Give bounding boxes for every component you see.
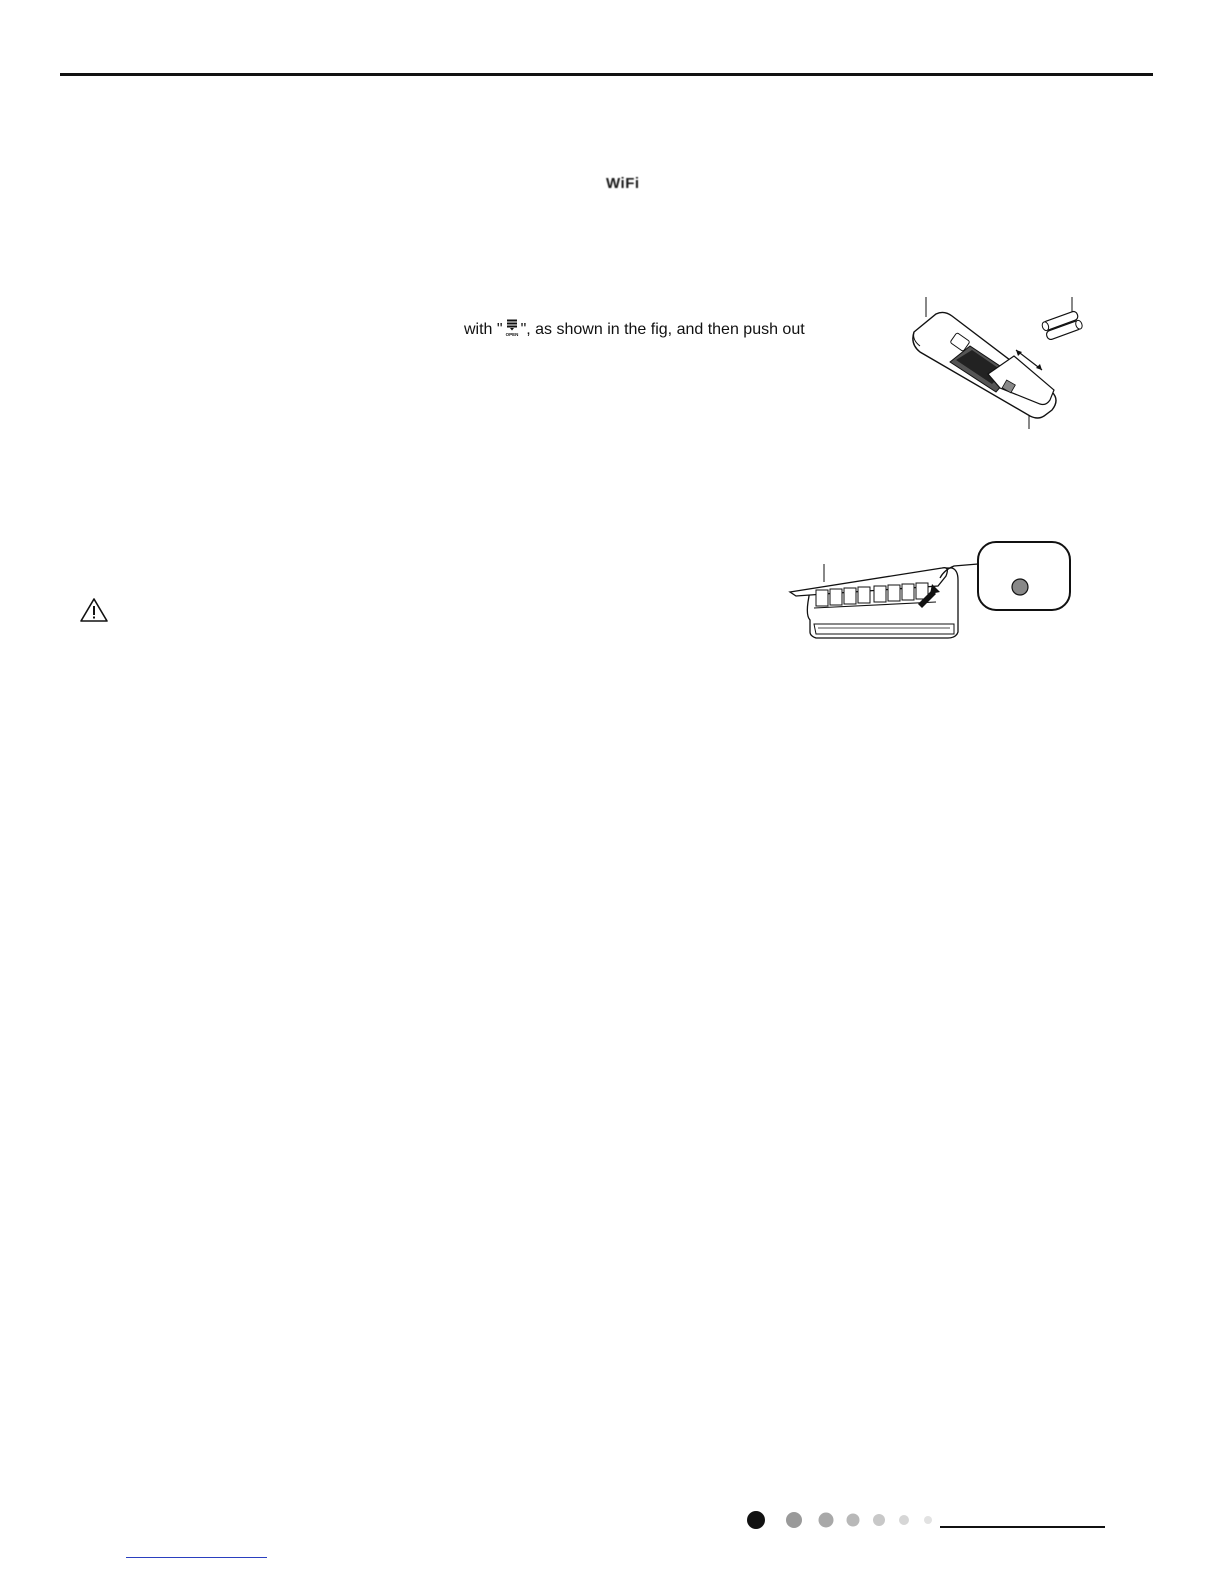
footer-link-underline[interactable] xyxy=(126,1557,267,1558)
wifi-label: WiFi xyxy=(606,175,640,192)
footer-rule xyxy=(940,1526,1105,1528)
battery-text-after: ", as shown in the fig, and then push out xyxy=(520,321,805,338)
open-icon-caption: OPEN xyxy=(505,332,518,337)
page-dot-5 xyxy=(873,1514,885,1526)
page-dot-6 xyxy=(899,1515,909,1525)
page-dot-2 xyxy=(786,1512,802,1528)
page-dot-1 xyxy=(747,1511,765,1529)
open-cover-icon xyxy=(504,319,520,337)
page-indicator xyxy=(742,1508,942,1534)
remote-controller-battery-icon xyxy=(900,292,1090,434)
indoor-unit-panel-icon xyxy=(786,540,1076,646)
header-rule xyxy=(60,73,1153,76)
page-dot-3 xyxy=(819,1513,834,1528)
battery-text-before: with " xyxy=(464,321,503,338)
warning-triangle-icon xyxy=(79,597,109,623)
page-dot-4 xyxy=(847,1514,860,1527)
battery-instruction-line xyxy=(464,319,805,339)
page-dot-7 xyxy=(924,1516,932,1524)
